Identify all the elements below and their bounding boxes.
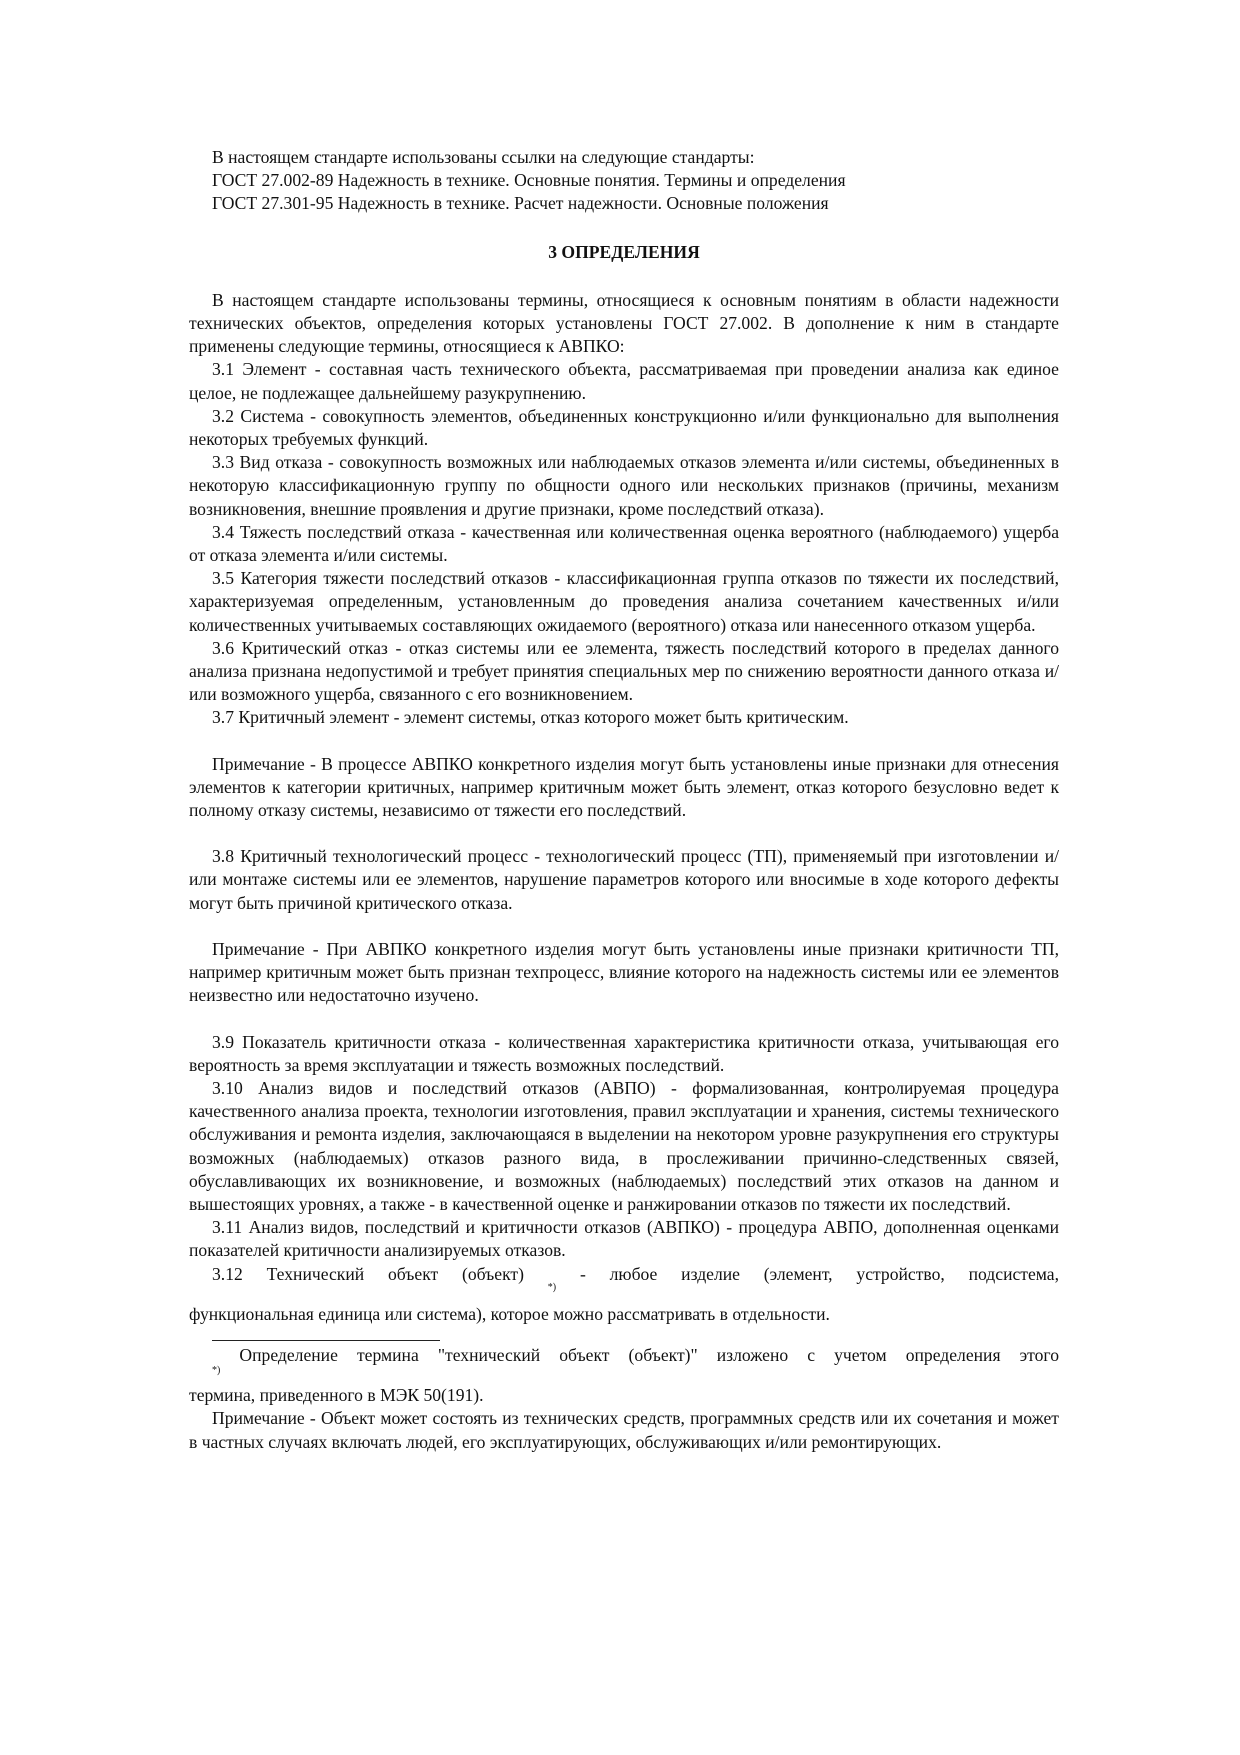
definition-3-7: 3.7 Критичный элемент - элемент системы, отказ которого может быть критическим.	[212, 707, 849, 728]
spacer	[189, 822, 1059, 845]
definition-3-12-term: 3.12 Технический объект (объект)	[212, 1263, 524, 1284]
spacer	[189, 1289, 1059, 1303]
footnote-note: Примечание - Объект может состоять из технических средств, программных средств или их сочетания и может в частных случаях включать людей, его эксплуатирующих, обслуживающих и/или ремонтирующих.	[189, 1408, 1059, 1452]
definition-3-3: 3.3 Вид отказа - совокупность возможных или наблюдаемых отказов элемента и/или системы, объединенных в некоторую классификационную группу по общности одного или нескольких признаков (причины, механизм возникновения, внешние проявления и другие признаки, кроме последствий отказа).	[189, 452, 1059, 519]
note-critical-element: Примечание - В процессе АВПКО конкретного изделия могут быть установлены иные признаки для отнесения элементов к категории критичных, например критичным может быть элемент, отказ которого безусловно ведет к полному отказу системы, независимо от тяжести его последствий.	[189, 753, 1059, 821]
footnote-line-1: Определение термина "технический объект (объект)" изложено с учетом определения этого	[239, 1344, 1059, 1365]
definition-3-11: 3.11 Анализ видов, последствий и критичности отказов (АВПКО) - процедура АВПО, дополненная оценками показателей критичности анализируемых отказов.	[189, 1217, 1059, 1261]
definition-3-5: 3.5 Категория тяжести последствий отказов - классификационная группа отказов по тяжести их последствий, характеризуемая определенным, установленным до проведения анализа сочетанием качественных и/или количественных учитываемых составляющих ожидаемого (вероятного) отказа или нанесенного отказом ущерба.	[189, 568, 1059, 635]
reference-gost-27-301: ГОСТ 27.301-95 Надежность в технике. Расчет надежности. Основные положения	[212, 193, 829, 214]
footnote-line-2: термина, приведенного в МЭК 50(191).	[189, 1385, 484, 1406]
document-page	[189, 146, 1059, 1454]
spacer	[189, 1008, 1059, 1031]
section-intro: В настоящем стандарте использованы термины, относящиеся к основным понятиям в области надежности технических объектов, определения которых установлены ГОСТ 27.002. В дополнение к ним в стандарте применены следующие термины, относящиеся к АВПКО:	[189, 289, 1059, 357]
footnote-text	[189, 1344, 1059, 1376]
spacer	[189, 730, 1059, 753]
references-intro: В настоящем стандарте использованы ссылки на следующие стандарты:	[212, 147, 755, 167]
definition-3-2: 3.2 Система - совокупность элементов, объединенных конструкционно и/или функционально для выполнения некоторых требуемых функций.	[189, 405, 1059, 450]
definition-3-1: 3.1 Элемент - составная часть технического объекта, рассматриваемая при проведении анализа как единое целое, не подлежащее дальнейшему разукрупнению.	[189, 359, 1059, 403]
definition-3-12-end: функциональная единица или система), которое можно рассматривать в отдельности.	[189, 1303, 830, 1324]
section-title: 3 ОПРЕДЕЛЕНИЯ	[548, 241, 700, 262]
definition-3-8: 3.8 Критичный технологический процесс - технологический процесс (ТП), применяемый при изготовлении и/или монтаже системы или ее элементов, нарушение параметров которого или вносимые в ходе которого дефекты могут быть причиной критического отказа.	[189, 846, 1059, 913]
definition-3-4: 3.4 Тяжесть последствий отказа - качественная или количественная оценка вероятного (наблюдаемого) ущерба от отказа элемента и/или системы.	[189, 521, 1059, 566]
definition-3-12	[189, 1263, 1060, 1293]
footnote-mark: *)	[212, 1364, 221, 1376]
footnote-reference-mark: *)	[547, 1281, 557, 1293]
definition-3-12-rest: - любое изделие (элемент, устройство, подсистема,	[579, 1263, 1060, 1284]
reference-gost-27-002: ГОСТ 27.002-89 Надежность в технике. Основные понятия. Термины и определения	[212, 170, 846, 191]
footnote-separator	[212, 1340, 440, 1341]
spacer	[189, 915, 1059, 938]
definition-3-6: 3.6 Критический отказ - отказ системы или ее элемента, тяжесть последствий которого в пределах данного анализа признана недопустимой и требует принятия специальных мер по снижению вероятности данного отказа и/или возможного ущерба, связанного с его возникновением.	[189, 637, 1059, 705]
note-critical-process: Примечание - При АВПКО конкретного изделия могут быть установлены иные признаки критичности ТП, например критичным может быть признан техпроцесс, влияние которого на надежность системы или ее элементов неизвестно или недостаточно изучено.	[189, 938, 1059, 1006]
definition-3-9: 3.9 Показатель критичности отказа - количественная характеристика критичности отказа, учитывающая его вероятность за время эксплуатации и тяжесть возможных последствий.	[189, 1031, 1059, 1075]
spacer	[189, 1370, 1059, 1384]
definition-3-10: 3.10 Анализ видов и последствий отказов (АВПО) - формализованная, контролируемая процедура качественного анализа проекта, технологии изготовления, правил эксплуатации и хранения, системы технического обслуживания и ремонта изделия, заключающаяся в выделении на некотором уровне разукрупнения его структуры возможных (наблюдаемых) отказов разного вида, в прослеживании причинно-следственных связей, обуславливающих их возникновение, и возможных (наблюдаемых) последствий этих отказов на данном и вышестоящих уровнях, а также - в качественной оценке и ранжировании отказов по тяжести их последствий.	[189, 1077, 1059, 1214]
